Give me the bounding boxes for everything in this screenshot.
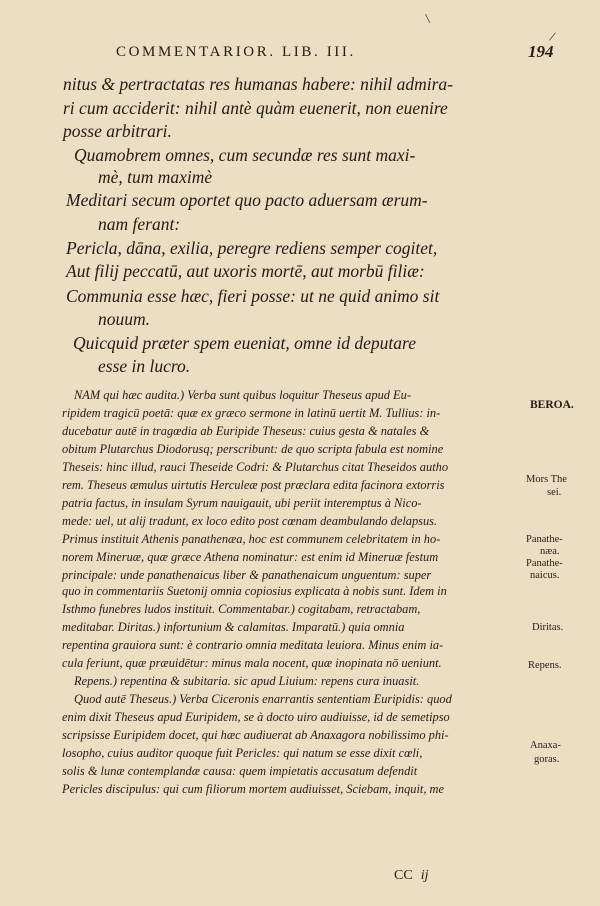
verse-line: Communia esse hæc, fieri posse: ut ne quid animo sit xyxy=(66,286,440,306)
verse-line: esse in lucro. xyxy=(98,356,191,376)
verse-line: Pericla, dāna, exilia, peregre rediens semper cogitet, xyxy=(66,238,438,258)
commentary-line: patria factus, in insulam Syrum nauigauit, ubi periit interemptus à Nico- xyxy=(62,496,422,510)
commentary-line: ripidem tragicū poetā: quæ ex græco sermone in latinū uertit M. Tullius: in- xyxy=(62,406,441,420)
signature-letters: CC xyxy=(394,868,413,883)
commentary-line: Theseis: hinc illud, rauci Theseide Codri: & Plutarchus citat Theseidos autho xyxy=(62,460,449,474)
verse-line: Quicquid præter spem eueniat, omne id deputare xyxy=(73,333,416,353)
commentary-line: norem Mineruæ, quæ græce Athena nominatur: est enim id Mineruæ festum xyxy=(62,550,439,564)
commentary-line: ducebatur autē in tragœdia ab Euripide Theseus: cuius gesta & natales & xyxy=(62,424,430,438)
verse-line: nam ferant: xyxy=(98,214,181,234)
verse-line: Aut filij peccatū, aut uxoris mortē, aut morbū filiæ: xyxy=(66,261,425,281)
margin-note: Panathe- xyxy=(526,534,563,545)
folio-number: 194 xyxy=(528,42,554,61)
margin-note: naicus. xyxy=(530,570,560,581)
signature-number: ij xyxy=(420,868,429,883)
margin-note: BEROA. xyxy=(530,399,574,411)
commentary-line: meditabar. Diritas.) infortunium & calamitas. Imparatū.) quia omnia xyxy=(62,620,405,634)
commentary-line: Repens.) repentina & subitaria. sic apud Liuium: repens cura inuasit. xyxy=(74,674,420,688)
commentary-line: Pericles discipulus: qui cum filiorum mortem audiuisset, Sciebam, inquit, me xyxy=(62,782,444,796)
margin-note: Repens. xyxy=(528,660,562,671)
commentary-line: rem. Theseus æmulus uirtutis Herculeæ post præclara edita facinora extorris xyxy=(62,478,445,492)
commentary-line: repentina grauiora sunt: è contrario omnia meditata leuiora. Minus enim ia- xyxy=(62,638,444,652)
margin-note: Mors The xyxy=(526,474,567,485)
verse-line: nitus & pertractatas res humanas habere: nihil admira- xyxy=(63,74,454,94)
stray-mark: / xyxy=(547,29,557,46)
verse-line: mè, tum maximè xyxy=(98,167,213,187)
commentary-line: Isthmo funebres ludos instituit. Commentabar.) cogitabam, retractabam, xyxy=(62,602,421,616)
commentary-line: scripsisse Euripidem docet, qui hæc audiuerat ab Anaxagora nobilissimo phi- xyxy=(62,728,449,742)
commentary-line: Quod autē Theseus.) Verba Ciceronis enarrantis sententiam Euripidis: quod xyxy=(74,692,452,706)
verse-line: Meditari secum oportet quo pacto aduersam ærum- xyxy=(66,190,428,210)
margin-note: næa. xyxy=(540,546,560,557)
verse-line: Quamobrem omnes, cum secundæ res sunt maxi- xyxy=(74,145,416,165)
commentary-line: principale: unde panathenaicus liber & panathenaicum unguentum: super xyxy=(62,568,432,582)
verse-line: ri cum acciderit: nihil antè quàm euenerit, non euenire xyxy=(63,98,448,118)
margin-note: goras. xyxy=(534,754,560,765)
margin-note: Panathe- xyxy=(526,558,563,569)
commentary-line: solis & lunæ contemplandæ causa: quem impietatis accusatum defendit xyxy=(62,764,418,778)
commentary-line: obitum Plutarchus Diodorusq; perscribunt: de quo scripta fabula est nomine xyxy=(62,442,444,456)
commentary-line: quo in commentariis Suetonij omnia copiosius explicata à nobis sunt. Idem in xyxy=(62,584,447,598)
stray-mark: \ xyxy=(424,11,431,28)
margin-note: Anaxa- xyxy=(530,740,561,751)
verse-line: posse arbitrari. xyxy=(63,121,172,141)
margin-note: Diritas. xyxy=(532,622,564,633)
verse-line: nouum. xyxy=(98,309,151,329)
commentary-line: NAM qui hæc audita.) Verba sunt quibus loquitur Theseus apud Eu- xyxy=(74,388,411,402)
running-title: COMMENTARIOR. LIB. III. xyxy=(116,44,356,60)
margin-note: sei. xyxy=(547,487,562,498)
commentary-line: losopho, cuius auditor quoque fuit Pericles: qui natum se esse dixit cœli, xyxy=(62,746,423,760)
commentary-line: Primus instituit Athenis panathenæa, hoc est communem celebritatem in ho- xyxy=(62,532,441,546)
commentary-line: enim dixit Theseus apud Euripidem, se à docto uiro audiuisse, id de semetipso xyxy=(62,710,450,724)
commentary-line: mede: uel, ut alij tradunt, ex loco edito post cœnam deambulando delapsus. xyxy=(62,514,438,528)
commentary-line: cula feriunt, quæ præuidētur: minus mala nocent, quæ inopinata nō ueniunt. xyxy=(62,656,442,670)
signature-mark xyxy=(394,868,428,884)
